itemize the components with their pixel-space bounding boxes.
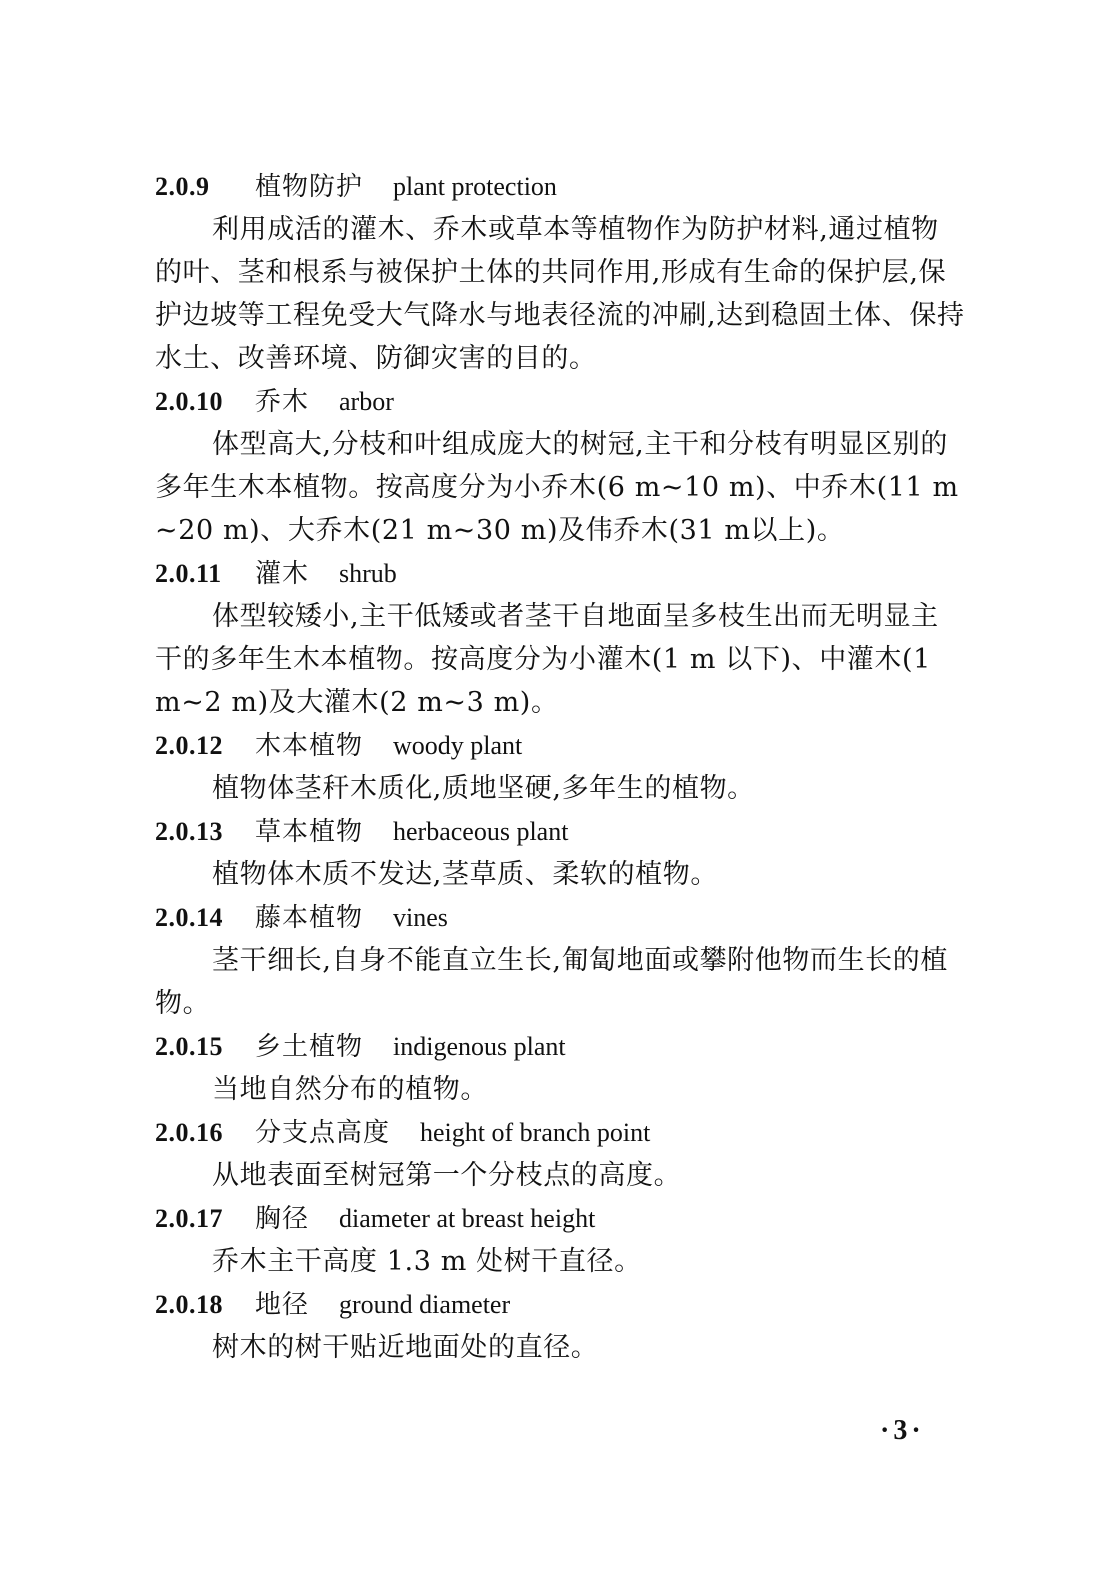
term-heading	[155, 1111, 965, 1154]
term-number: 2.0.17	[155, 1204, 223, 1233]
term-heading	[155, 380, 965, 423]
term-number: 2.0.16	[155, 1118, 223, 1147]
term-definition: 体型较矮小,主干低矮或者茎干自地面呈多枝生出而无明显主干的多年生木本植物。按高度分为小灌木(1 m 以下)、中灌木(1 m~2 m)及大灌木(2 m~3 m)。	[155, 601, 939, 718]
term-entry	[155, 1197, 965, 1283]
term-definition: 当地自然分布的植物。	[212, 1074, 488, 1105]
term-definition: 从地表面至树冠第一个分枝点的高度。	[212, 1160, 682, 1191]
term-chinese: 乔木	[255, 387, 310, 417]
term-definition: 利用成活的灌木、乔木或草本等植物作为防护材料,通过植物的叶、茎和根系与被保护土体的共同作用,形成有生命的保护层,保护边坡等工程免受大气降水与地表径流的冲刷,达到稳固土体、保持水土、改善环境、防御灾害的目的。	[155, 214, 965, 374]
term-entry	[155, 896, 965, 1025]
term-definition: 茎干细长,自身不能直立生长,匍匐地面或攀附他物而生长的植物。	[155, 945, 948, 1019]
term-english: indigenous plant	[393, 1032, 566, 1061]
term-number: 2.0.11	[155, 559, 222, 588]
term-heading	[155, 810, 965, 853]
term-chinese: 草本植物	[255, 817, 364, 847]
term-heading	[155, 1025, 965, 1068]
term-entry	[155, 552, 965, 724]
term-chinese: 植物防护	[255, 172, 364, 202]
term-heading	[155, 1197, 965, 1240]
term-chinese: 乡土植物	[255, 1032, 364, 1062]
term-definition: 体型高大,分枝和叶组成庞大的树冠,主干和分枝有明显区别的多年生木本植物。按高度分为小乔木(6 m~10 m)、中乔木(11 m~20 m)、大乔木(21 m~30 m)及伟乔木(31 m以上)。	[155, 429, 959, 546]
term-english: height of branch point	[420, 1118, 651, 1147]
term-english: vines	[393, 903, 448, 932]
term-english: arbor	[339, 387, 394, 416]
term-entry	[155, 380, 965, 552]
term-english: shrub	[339, 559, 397, 588]
term-entry	[155, 810, 965, 896]
term-heading	[155, 552, 965, 595]
term-definition: 植物体木质不发达,茎草质、柔软的植物。	[212, 859, 718, 890]
term-english: plant protection	[393, 172, 557, 201]
term-chinese: 分支点高度	[255, 1118, 391, 1148]
term-definition: 乔木主干高度 1.3 m 处树干直径。	[212, 1246, 642, 1277]
term-number: 2.0.9	[155, 172, 210, 201]
term-number: 2.0.10	[155, 387, 223, 416]
term-number: 2.0.18	[155, 1290, 223, 1319]
term-number: 2.0.12	[155, 731, 223, 760]
term-number: 2.0.14	[155, 903, 223, 932]
term-heading	[155, 1283, 965, 1326]
term-chinese: 木本植物	[255, 731, 364, 761]
term-definition: 植物体茎秆木质化,质地坚硬,多年生的植物。	[212, 773, 755, 804]
term-chinese: 胸径	[255, 1204, 310, 1234]
terms-list	[155, 165, 965, 1369]
term-english: woody plant	[393, 731, 523, 760]
term-chinese: 灌木	[255, 559, 310, 589]
term-english: herbaceous plant	[393, 817, 569, 846]
page-number: ·3·	[880, 1415, 925, 1446]
term-heading	[155, 896, 965, 939]
term-number: 2.0.15	[155, 1032, 223, 1061]
term-english: ground diameter	[339, 1290, 511, 1319]
term-entry	[155, 724, 965, 810]
term-entry	[155, 1111, 965, 1197]
term-heading	[155, 165, 965, 208]
term-entry	[155, 1283, 965, 1369]
term-entry	[155, 165, 965, 380]
term-number: 2.0.13	[155, 817, 223, 846]
term-chinese: 地径	[255, 1290, 310, 1320]
term-chinese: 藤本植物	[255, 903, 364, 933]
term-heading	[155, 724, 965, 767]
term-definition: 树木的树干贴近地面处的直径。	[212, 1332, 599, 1363]
term-entry	[155, 1025, 965, 1111]
term-english: diameter at breast height	[339, 1204, 596, 1233]
